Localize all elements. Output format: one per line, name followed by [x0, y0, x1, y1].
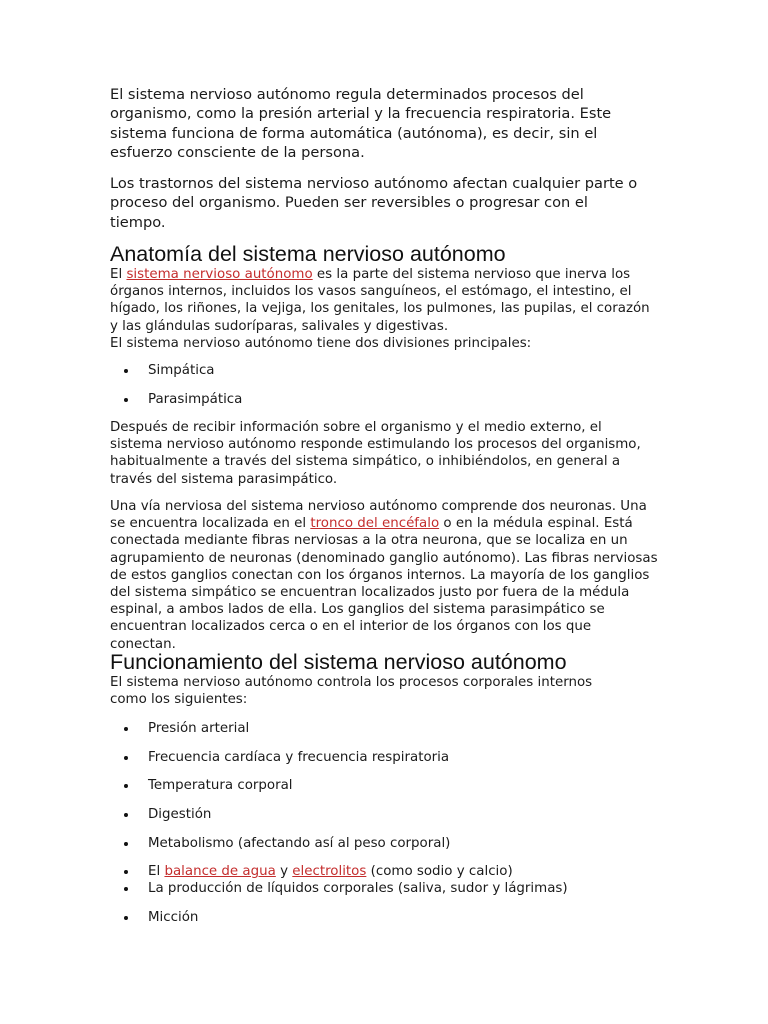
intro-paragraph-1: El sistema nervioso autónomo regula determinados procesos del organismo, como la presión arterial y la frecuencia respiratoria. Este sistema funciona de forma automática (autónoma), es decir, sin el esfuerzo consciente de la persona.	[110, 86, 612, 162]
link-tronco-del-encefalo[interactable]: tronco del encéfalo	[310, 516, 440, 532]
function-heading: Funcionamiento del sistema nervioso autónomo	[110, 650, 567, 674]
list-item: Digestión	[124, 806, 568, 823]
anatomy-paragraph-3: Después de recibir información sobre el organismo y el medio externo, el sistema nervioso autónomo responde estimulando los procesos del organismo, habitualmente a través del sistema simpático, o inhibiéndolos, en general a través del sistema parasimpático.	[110, 420, 641, 487]
anatomy-p1-post: es la parte del sistema nervioso que inerva los órganos internos, incluidos los vasos sanguíneos, el estómago, el intestino, el hígado, los riñones, la vejiga, los genitales, los pulmones, las pupilas, el corazón y las glándulas sudoríparas, salivales y digestivas.	[110, 267, 650, 334]
anatomy-p4-pre: Una vía nerviosa del sistema nervioso autónomo comprende dos neuronas. Una se encuentra localizada en el	[110, 499, 647, 532]
list-item: Parasimpática	[124, 391, 242, 408]
anatomy-paragraph-1	[110, 266, 660, 335]
balance-post: (como sodio y calcio)	[366, 864, 513, 880]
list-item: Temperatura corporal	[124, 777, 568, 794]
intro-paragraph-2: Los trastornos del sistema nervioso autónomo afectan cualquier parte o proceso del organismo. Pueden ser reversibles o progresar con el tiempo.	[110, 175, 638, 231]
function-list	[124, 720, 568, 938]
list-item: Micción	[124, 909, 568, 926]
anatomy-paragraph-4	[110, 498, 660, 653]
link-sistema-nervioso-autonomo[interactable]: sistema nervioso autónomo	[126, 267, 313, 282]
list-item: Metabolismo (afectando así al peso corporal)	[124, 835, 568, 852]
list-item: Simpática	[124, 362, 242, 379]
list-item: Presión arterial	[124, 720, 568, 737]
anatomy-p4-post: o en la médula espinal. Está conectada mediante fibras nerviosas a la otra neurona, que se localiza en un agrupamiento de neuronas (denominado ganglio autónomo). Las fibras nerviosas de estos ganglios conectan con los órganos internos. La mayoría de los ganglios del sistema simpático se encuentran localizados justo por fuera de la médula espinal, a ambos lados de ella. Los ganglios del sistema parasimpático se encuentran localizados cerca o en el interior de los órganos con los que conectan.	[110, 516, 658, 652]
divisions-list	[124, 362, 242, 419]
anatomy-p1-pre: El	[110, 267, 127, 282]
link-electrolitos[interactable]: electrolitos	[292, 864, 367, 880]
balance-mid: y	[275, 864, 293, 880]
anatomy-paragraph-2: El sistema nervioso autónomo tiene dos divisiones principales:	[110, 336, 532, 351]
anatomy-heading: Anatomía del sistema nervioso autónomo	[110, 242, 506, 266]
link-balance-de-agua[interactable]: balance de agua	[164, 864, 276, 880]
function-paragraph-1: El sistema nervioso autónomo controla los procesos corporales internos como los siguientes:	[110, 675, 593, 708]
list-item: La producción de líquidos corporales (saliva, sudor y lágrimas)	[124, 880, 568, 897]
list-item: Frecuencia cardíaca y frecuencia respiratoria	[124, 749, 568, 766]
balance-pre: El	[148, 864, 165, 880]
list-item-balance	[124, 863, 568, 880]
